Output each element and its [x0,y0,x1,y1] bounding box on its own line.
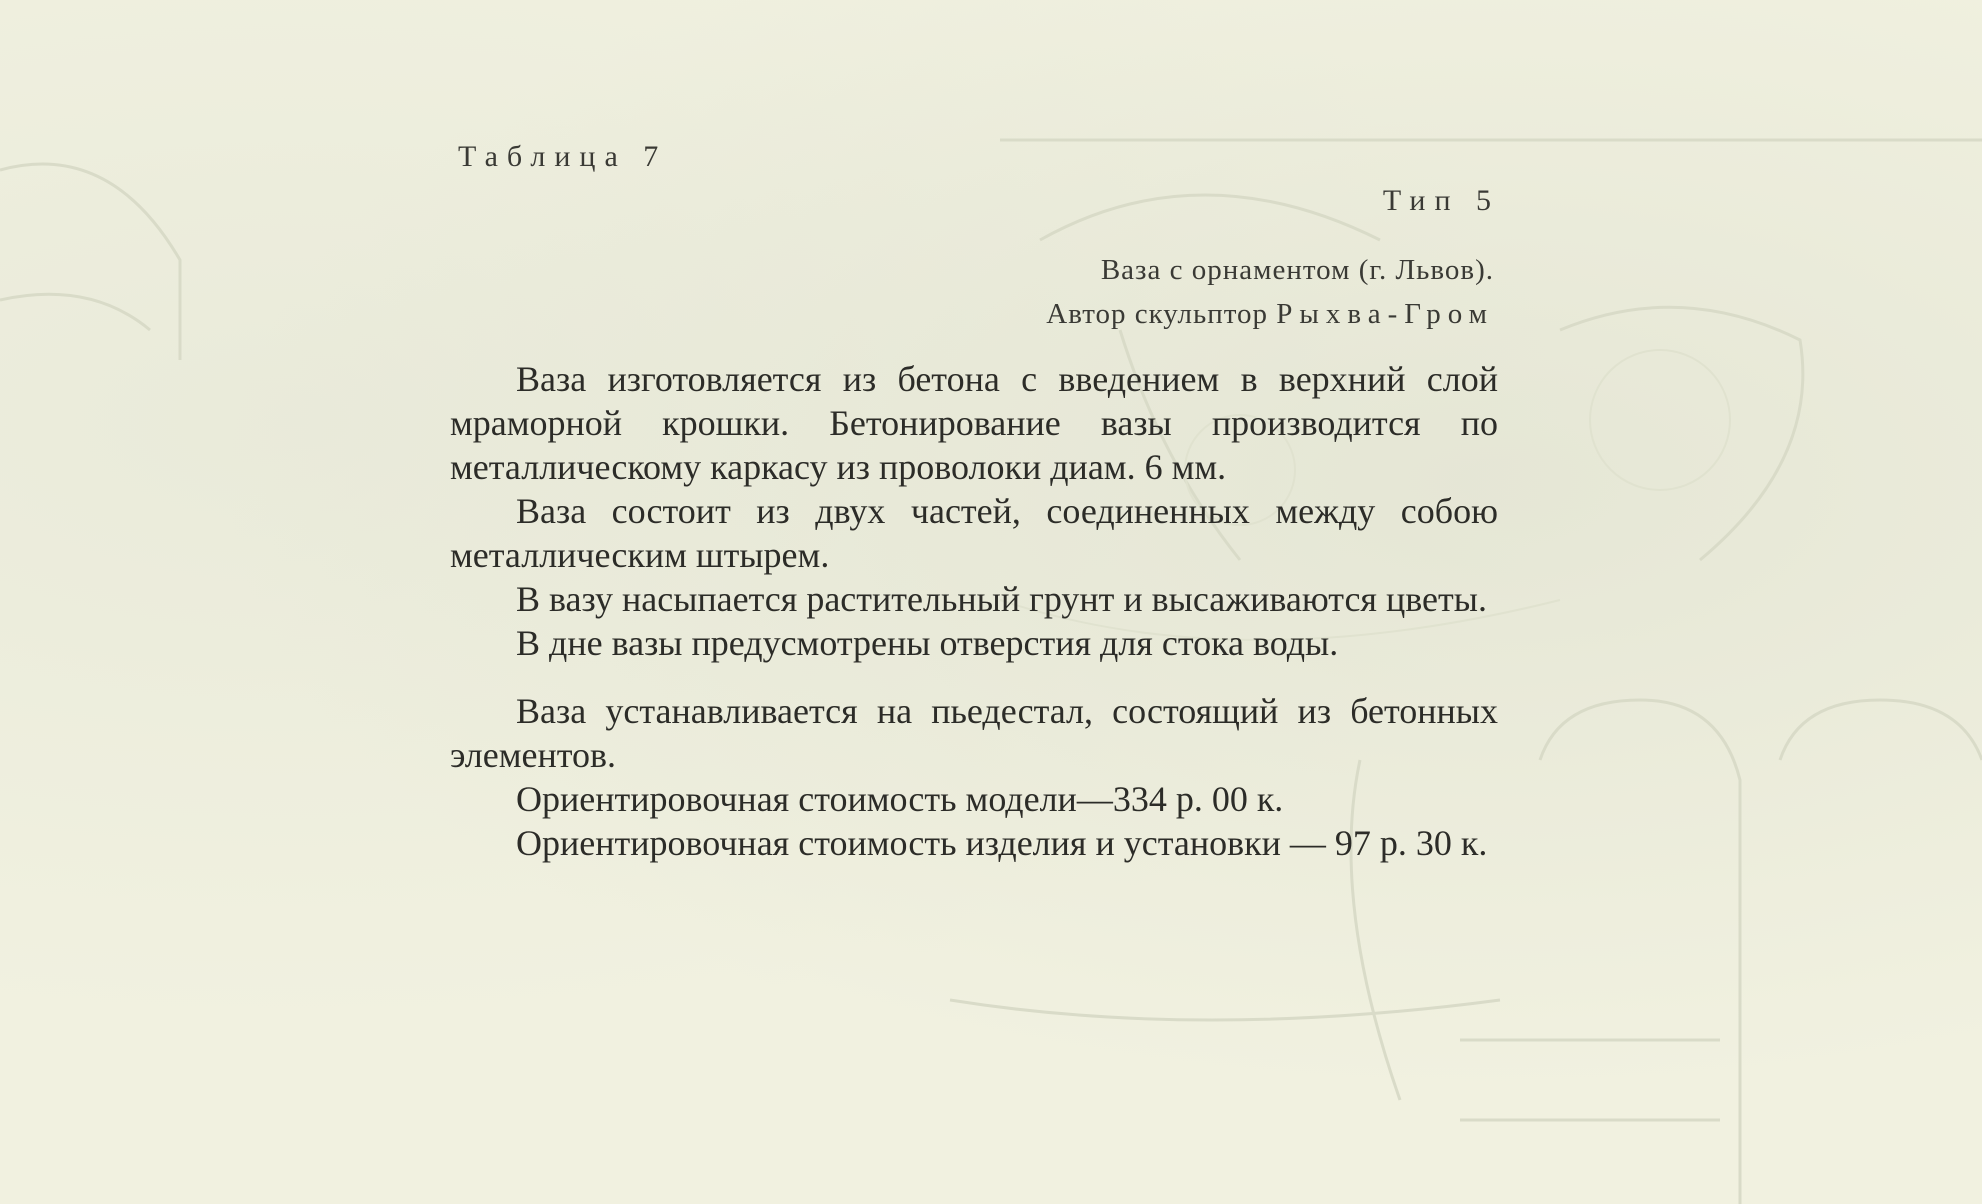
paragraph-model-cost: Ориентировочная стоимость модели—334 р. 00 к. [516,779,1284,819]
type-number-label: Тип 5 [1382,184,1500,217]
caption-title: Ваза с орнаментом (г. Львов). [1100,254,1494,286]
caption-author [794,298,1494,331]
paragraph-parts: Ваза состоит из двух частей, соединенных между собою металлическим штырем. [450,491,1498,575]
paragraph-drainage: В дне вазы предусмотрены отверстия для стока воды. [516,623,1339,663]
table-number-label: Таблица 7 [458,140,668,173]
caption-author-name: Рыхва-Гром [1276,298,1494,330]
description-text [450,357,1498,865]
paragraph-pedestal: Ваза устанавливается на пьедестал, состоящий из бетонных элементов. [450,691,1498,775]
caption-author-prefix: Автор скульптор [1046,298,1277,330]
paragraph-materials: Ваза изготовляется из бетона с введением в верхний слой мраморной крошки. Бетонирование вазы производится по металлическому каркасу из проволоки диам. 6 мм. [450,359,1498,487]
paragraph-soil: В вазу насыпается растительный грунт и высаживаются цветы. [516,579,1487,619]
paragraph-install-cost: Ориентировочная стоимость изделия и установки — 97 р. 30 к. [516,823,1488,863]
